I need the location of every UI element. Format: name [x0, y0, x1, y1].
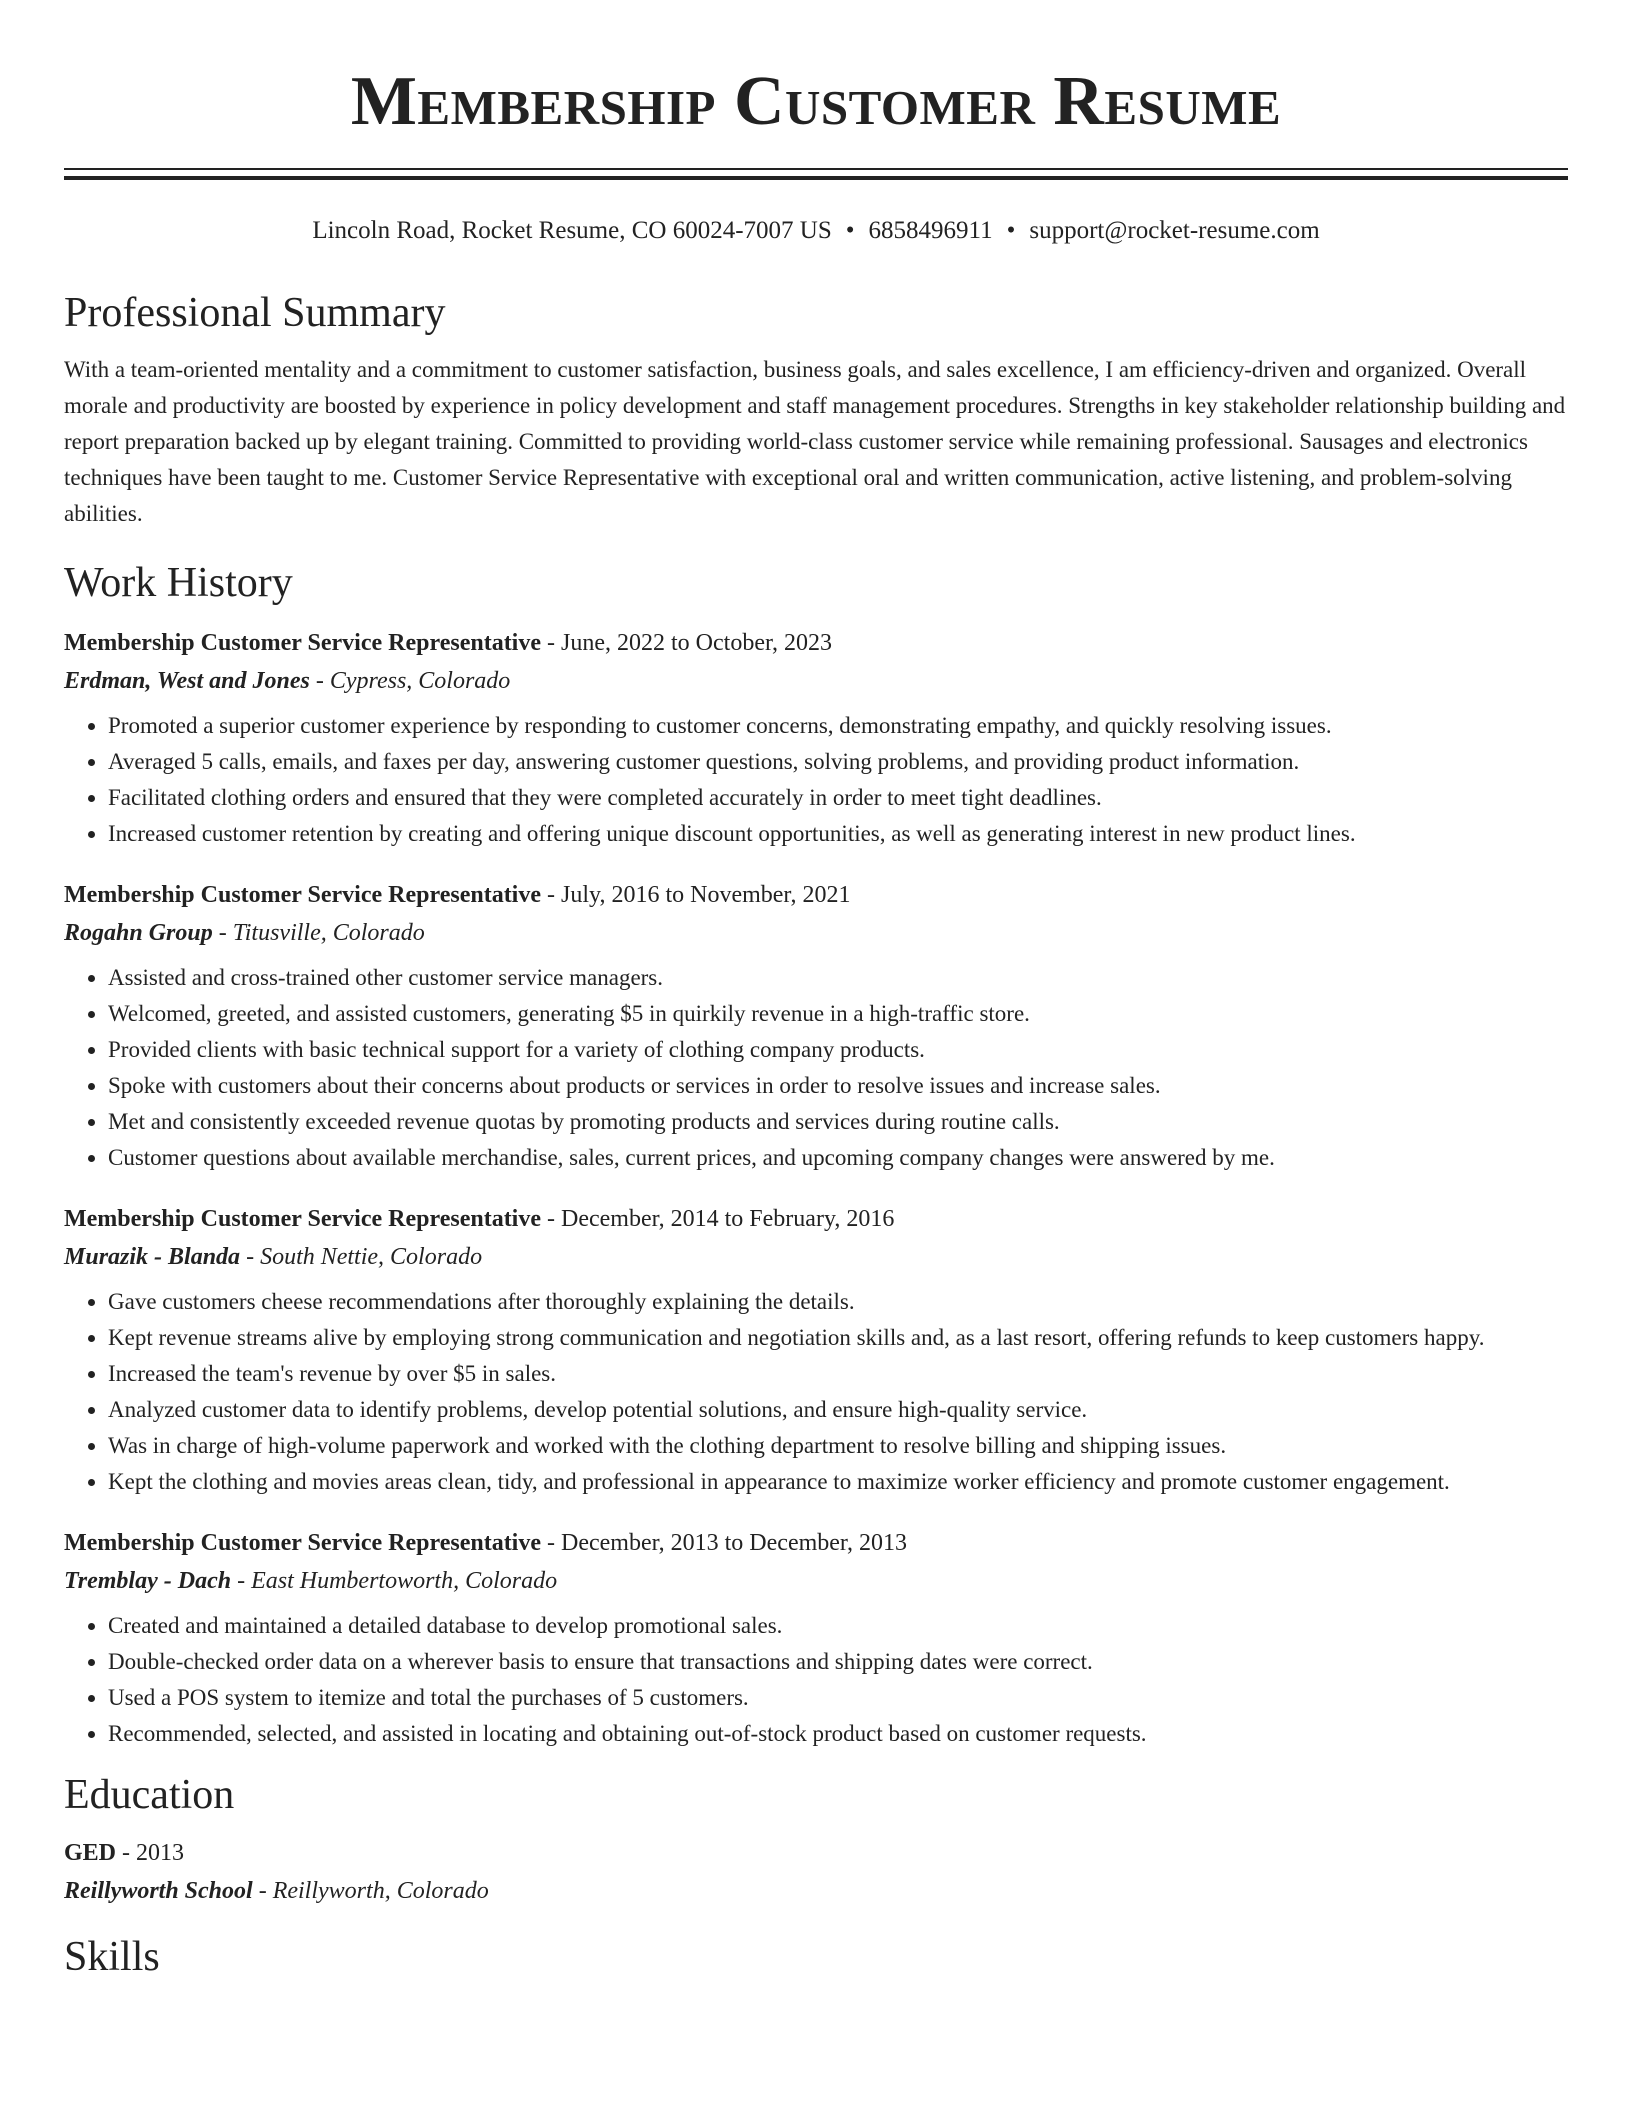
job-bullet: • Averaged 5 calls, emails, and faxes per day, answering customer questions, solving problems, and providing product information. — [108, 744, 1568, 780]
resume-page — [64, 0, 1568, 1982]
title-divider-thin — [64, 168, 1568, 170]
job-entry — [64, 876, 1568, 1176]
job-bullets — [64, 1608, 1568, 1752]
job-company: Tremblay - Dach — [64, 1568, 232, 1594]
contact-phone: 6858496911 — [868, 217, 993, 244]
education-heading: Education — [64, 1772, 235, 1818]
job-bullet: • Increased customer retention by creating and offering unique discount opportunities, as well as generating interest in new product lines. — [108, 816, 1568, 852]
job-dates: July, 2016 to November, 2021 — [561, 882, 851, 908]
education-header — [64, 1834, 1568, 1872]
job-location: Titusville, Colorado — [232, 920, 425, 946]
skills-heading: Skills — [64, 1934, 160, 1980]
job-company: Erdman, West and Jones — [64, 668, 310, 694]
job-bullet: • Met and consistently exceeded revenue quotas by promoting products and services during routine calls. — [108, 1104, 1568, 1140]
job-bullet: • Kept revenue streams alive by employing strong communication and negotiation skills and, as a last resort, offering refunds to keep customers happy. — [108, 1320, 1568, 1356]
job-bullet: • Double-checked order data on a wherever basis to ensure that transactions and shipping dates were correct. — [108, 1644, 1568, 1680]
job-role: Membership Customer Service Representative — [64, 1206, 541, 1232]
job-bullets — [64, 1284, 1568, 1500]
job-dash: - — [212, 920, 233, 946]
job-entry — [64, 624, 1568, 852]
job-header — [64, 1200, 1568, 1238]
job-bullet: • Analyzed customer data to identify problems, develop potential solutions, and ensure high-quality service. — [108, 1392, 1568, 1428]
contact-separator: • — [845, 217, 855, 244]
job-dash: - — [541, 1206, 561, 1232]
job-employer — [64, 1238, 1568, 1276]
summary-heading: Professional Summary — [64, 290, 446, 336]
job-company: Murazik - Blanda — [64, 1244, 241, 1270]
job-employer — [64, 662, 1568, 700]
job-dash: - — [231, 1568, 252, 1594]
job-bullets — [64, 960, 1568, 1176]
education-location: Reillyworth, Colorado — [272, 1878, 489, 1904]
job-location: East Humbertoworth, Colorado — [251, 1568, 558, 1594]
job-dates: June, 2022 to October, 2023 — [561, 630, 832, 656]
job-header — [64, 1524, 1568, 1562]
education-year: 2013 — [136, 1840, 185, 1866]
job-bullet: • Spoke with customers about their concerns about products or services in order to resolve issues and increase sales. — [108, 1068, 1568, 1104]
job-role: Membership Customer Service Representative — [64, 630, 541, 656]
education-degree: GED — [64, 1840, 117, 1866]
job-bullet: • Created and maintained a detailed database to develop promotional sales. — [108, 1608, 1568, 1644]
job-role: Membership Customer Service Representative — [64, 882, 541, 908]
job-dash: - — [541, 1530, 561, 1556]
education-school: Reillyworth School — [64, 1878, 253, 1904]
job-location: South Nettie, Colorado — [260, 1244, 483, 1270]
job-company: Rogahn Group — [64, 920, 213, 946]
job-bullet: • Was in charge of high-volume paperwork and worked with the clothing department to resolve billing and shipping issues. — [108, 1428, 1568, 1464]
job-bullet: • Promoted a superior customer experience by responding to customer concerns, demonstrating empathy, and quickly resolving issues. — [108, 708, 1568, 744]
job-bullet: • Facilitated clothing orders and ensured that they were completed accurately in order to meet tight deadlines. — [108, 780, 1568, 816]
job-bullet: • Recommended, selected, and assisted in locating and obtaining out-of-stock product based on customer requests. — [108, 1716, 1568, 1752]
job-employer — [64, 914, 1568, 952]
job-dates: December, 2013 to December, 2013 — [561, 1530, 907, 1556]
resume-title: Membership Customer Resume — [350, 63, 1282, 140]
job-bullet: • Assisted and cross-trained other customer service managers. — [108, 960, 1568, 996]
job-location: Cypress, Colorado — [329, 668, 511, 694]
contact-email: support@rocket-resume.com — [1029, 217, 1320, 244]
job-bullet: • Kept the clothing and movies areas clean, tidy, and professional in appearance to maximize worker efficiency and promote customer engagement. — [108, 1464, 1568, 1500]
work-history-heading: Work History — [64, 560, 293, 606]
job-dash: - — [541, 882, 561, 908]
job-bullet: • Used a POS system to itemize and total the purchases of 5 customers. — [108, 1680, 1568, 1716]
job-entry — [64, 1524, 1568, 1752]
job-dash: - — [309, 668, 330, 694]
summary-text: With a team-oriented mentality and a commitment to customer satisfaction, business goals, and sales excellence, I am efficiency-driven and organized. Overall morale and productivity are boosted by experience in policy development and staff management procedures. Strengths in key stakeholder relationship building and report preparation backed up by elegant training. Committed to providing world-class customer service while remaining professional. Sausages and electronics techniques have been taught to me. Customer Service Representative with exceptional oral and written communication, active listening, and problem-solving abilities. — [64, 357, 1566, 526]
job-bullet: • Gave customers cheese recommendations after thoroughly explaining the details. — [108, 1284, 1568, 1320]
job-dash: - — [541, 630, 561, 656]
job-entry — [64, 1200, 1568, 1500]
job-bullet: • Welcomed, greeted, and assisted customers, generating $5 in quirkily revenue in a high-traffic store. — [108, 996, 1568, 1032]
job-bullet: • Provided clients with basic technical support for a variety of clothing company products. — [108, 1032, 1568, 1068]
education-school-line — [64, 1872, 1568, 1910]
job-bullet: • Increased the team's revenue by over $5 in sales. — [108, 1356, 1568, 1392]
job-header — [64, 624, 1568, 662]
job-dash: - — [240, 1244, 261, 1270]
education-dash: - — [116, 1840, 137, 1866]
job-bullet: • Customer questions about available merchandise, sales, current prices, and upcoming company changes were answered by me. — [108, 1140, 1568, 1176]
job-employer — [64, 1562, 1568, 1600]
contact-line — [64, 216, 1568, 246]
contact-address: Lincoln Road, Rocket Resume, CO 60024-7007 US — [312, 217, 832, 244]
job-role: Membership Customer Service Representative — [64, 1530, 541, 1556]
job-header — [64, 876, 1568, 914]
education-dash: - — [252, 1878, 273, 1904]
title-divider-thick — [64, 176, 1568, 180]
job-dates: December, 2014 to February, 2016 — [561, 1206, 895, 1232]
job-bullets — [64, 708, 1568, 852]
contact-separator: • — [1006, 217, 1016, 244]
